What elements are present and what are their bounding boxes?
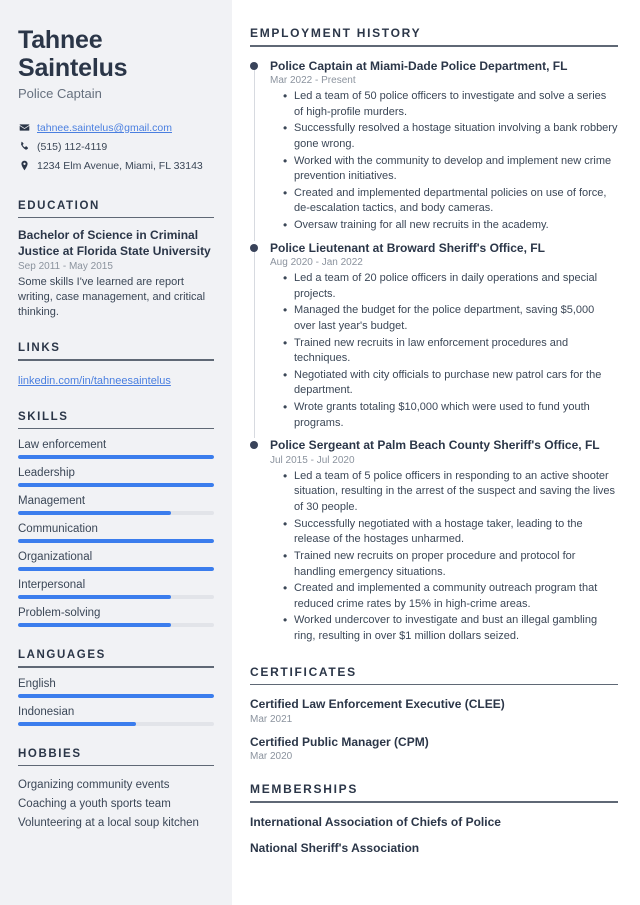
skill-label: Problem-solving <box>18 607 101 620</box>
skill-bar-track <box>18 483 214 487</box>
location-pin-icon <box>18 159 30 171</box>
skill-bar-fill <box>18 511 171 515</box>
language-item <box>18 678 214 698</box>
skills-list <box>18 439 214 627</box>
skill-bar-track <box>18 623 214 627</box>
links-section <box>18 342 214 389</box>
employment-bullet-list <box>270 469 618 645</box>
skill-bar-fill <box>18 539 214 543</box>
education-entry <box>18 228 214 320</box>
employment-title: Police Lieutenant at Broward Sheriff's Office, FL <box>270 240 545 255</box>
languages-list <box>18 678 214 726</box>
language-bar-fill <box>18 694 214 698</box>
skills-rule <box>18 428 214 430</box>
skill-item <box>18 579 214 599</box>
links-heading: LINKS <box>18 342 61 355</box>
employment-bullet: • Negotiated with city officials to purchase new patrol cars for the department. <box>294 368 618 399</box>
certificate-date: Mar 2021 <box>250 713 293 725</box>
sidebar <box>0 0 232 905</box>
memberships-list <box>250 815 618 857</box>
skill-item <box>18 495 214 515</box>
phone-icon <box>18 140 30 152</box>
contact-list <box>18 121 214 174</box>
hobbies-section <box>18 748 214 833</box>
certificates-list <box>250 697 618 762</box>
envelope-icon <box>18 121 30 133</box>
employment-bullet: • Worked with the community to develop and implement new crime prevention initiatives. <box>294 154 618 185</box>
skill-item <box>18 439 214 459</box>
education-rule <box>18 217 214 219</box>
employment-date: Jul 2015 - Jul 2020 <box>270 454 355 466</box>
skill-label: Management <box>18 495 86 508</box>
membership-item: International Association of Chiefs of Police <box>250 814 501 829</box>
employment-heading: EMPLOYMENT HISTORY <box>250 26 422 40</box>
employment-bullet: • Successfully negotiated with a hostage taker, leading to the release of the hostages unharmed. <box>294 517 618 548</box>
skill-bar-fill <box>18 567 214 571</box>
languages-heading: LANGUAGES <box>18 649 106 662</box>
skill-label: Law enforcement <box>18 439 107 452</box>
skill-bar-fill <box>18 623 171 627</box>
employment-bullet-list <box>270 271 618 431</box>
skill-item <box>18 523 214 543</box>
contact-phone-row <box>18 140 214 154</box>
employment-bullet: • Created and implemented a community outreach program that reduced crime rates by 15% in high-crime areas. <box>294 581 618 612</box>
certificate-name: Certified Law Enforcement Executive (CLEE) <box>250 697 505 712</box>
skill-bar-track <box>18 511 214 515</box>
skill-bar-fill <box>18 455 214 459</box>
skill-item <box>18 467 214 487</box>
skills-section <box>18 411 214 628</box>
languages-rule <box>18 666 214 668</box>
certificates-rule <box>250 684 618 686</box>
employment-bullet: • Led a team of 20 police officers in daily operations and special projects. <box>294 271 618 302</box>
hobby-item: Organizing community events <box>18 779 170 792</box>
education-date: Sep 2011 - May 2015 <box>18 260 113 272</box>
candidate-job-title: Police Captain <box>18 86 102 101</box>
employment-rule <box>250 45 618 47</box>
employment-bullet: • Wrote grants totaling $10,000 which were used to fund youth programs. <box>294 400 618 431</box>
hobbies-heading: HOBBIES <box>18 747 82 760</box>
employment-bullet: • Led a team of 5 police officers in responding to an active shooter situation, resulting in the arrest of the suspect and saving the lives of 30 people. <box>294 469 618 516</box>
employment-date: Mar 2022 - Present <box>270 75 356 87</box>
employment-title: Police Sergeant at Palm Beach County Sheriff's Office, FL <box>270 438 600 453</box>
employment-entry <box>250 241 618 439</box>
timeline-dot-icon <box>250 62 258 70</box>
skill-label: Leadership <box>18 467 75 480</box>
skill-label: Communication <box>18 523 98 536</box>
memberships-rule <box>250 801 618 803</box>
education-description: Some skills I've learned are report writing, case management, and critical thinking. <box>18 275 206 319</box>
contact-phone-text: (515) 112-4119 <box>37 141 108 154</box>
hobby-item: Coaching a youth sports team <box>18 798 171 811</box>
skill-bar-track <box>18 595 214 599</box>
employment-timeline <box>250 59 618 645</box>
language-bar-track <box>18 694 214 698</box>
skill-bar-track <box>18 567 214 571</box>
hobbies-rule <box>18 765 214 767</box>
skill-label: Interpersonal <box>18 579 86 592</box>
language-item <box>18 706 214 726</box>
certificates-heading: CERTIFICATES <box>250 664 357 679</box>
contact-address-text: 1234 Elm Avenue, Miami, FL 33143 <box>37 160 203 173</box>
hobby-item: Volunteering at a local soup kitchen <box>18 817 199 830</box>
skill-bar-track <box>18 455 214 459</box>
membership-item: National Sheriff's Association <box>250 841 420 856</box>
employment-bullet: • Successfully resolved a hostage situation involving a bank robbery gone wrong. <box>294 121 618 152</box>
certificate-date: Mar 2020 <box>250 751 293 763</box>
timeline-line <box>254 69 255 241</box>
links-rule <box>18 359 214 361</box>
contact-email-row[interactable] <box>18 121 214 135</box>
employment-bullet: • Led a team of 50 police officers to investigate and solve a series of high-profile murders. <box>294 89 618 120</box>
certificates-section <box>250 665 618 763</box>
employment-bullet: • Trained new recruits on proper procedure and protocol for handling emergency situations. <box>294 549 618 580</box>
employment-entry <box>250 59 618 241</box>
employment-title: Police Captain at Miami-Dade Police Department, FL <box>270 58 568 73</box>
contact-email-link[interactable]: tahnee.saintelus@gmail.com <box>37 122 172 134</box>
skill-bar-fill <box>18 595 171 599</box>
contact-address-row <box>18 159 214 173</box>
skill-item <box>18 607 214 627</box>
employment-entry <box>250 438 618 644</box>
language-bar-track <box>18 722 214 726</box>
memberships-section <box>250 782 618 857</box>
language-bar-fill <box>18 722 136 726</box>
skill-bar-track <box>18 539 214 543</box>
candidate-name: Tahnee Saintelus <box>18 26 128 82</box>
timeline-dot-icon <box>250 244 258 252</box>
skills-heading: SKILLS <box>18 410 69 423</box>
skill-label: Organizational <box>18 551 93 564</box>
language-label: English <box>18 677 56 690</box>
employment-bullet: • Created and implemented departmental policies on use of force, de-escalation tactics, and body cameras. <box>294 186 618 217</box>
employment-bullet-list <box>270 89 618 233</box>
certificate-name: Certified Public Manager (CPM) <box>250 734 429 749</box>
link-item-linkedin[interactable]: linkedin.com/in/tahneesaintelus <box>18 374 171 387</box>
certificate-item <box>250 697 618 725</box>
timeline-dot-icon <box>250 441 258 449</box>
education-degree: Bachelor of Science in Criminal Justice at Florida State University <box>18 228 211 258</box>
memberships-heading: MEMBERSHIPS <box>250 782 359 797</box>
timeline-line <box>254 251 255 439</box>
employment-date: Aug 2020 - Jan 2022 <box>270 257 363 269</box>
employment-section <box>250 26 618 645</box>
main-column <box>232 0 640 905</box>
education-heading: EDUCATION <box>18 199 100 212</box>
skill-item <box>18 551 214 571</box>
hobbies-list <box>18 776 214 833</box>
certificate-item <box>250 735 618 763</box>
languages-section <box>18 649 214 726</box>
language-label: Indonesian <box>18 705 75 718</box>
employment-bullet: • Worked undercover to investigate and bust an illegal gambling ring, resulting in over $1 million dollars seized. <box>294 613 618 644</box>
skill-bar-fill <box>18 483 214 487</box>
employment-bullet: • Oversaw training for all new recruits in the academy. <box>294 218 618 234</box>
employment-bullet: • Managed the budget for the police department, saving $5,000 over last year's budget. <box>294 303 618 334</box>
education-section <box>18 200 214 321</box>
employment-bullet: • Trained new recruits in law enforcement procedures and techniques. <box>294 336 618 367</box>
